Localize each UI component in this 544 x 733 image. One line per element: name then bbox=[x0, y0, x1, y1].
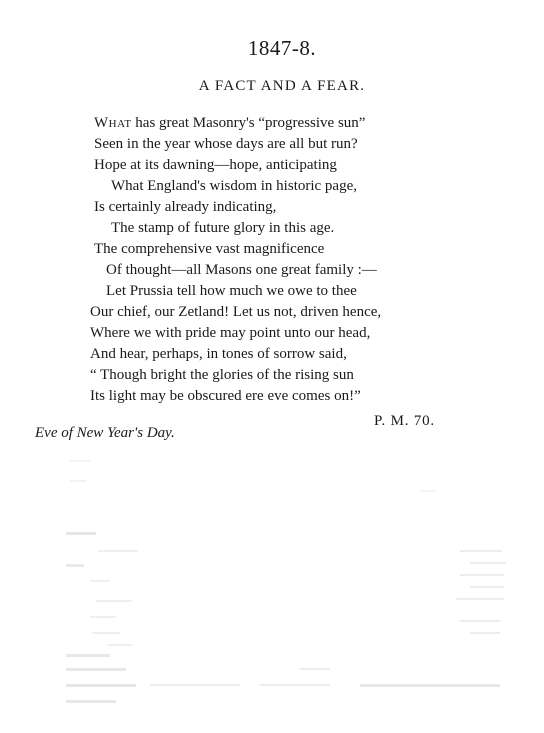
poem-line-14: Its light may be obscured ere eve comes on!” bbox=[90, 388, 361, 404]
poem-line-5: Is certainly already indicating, bbox=[94, 199, 277, 215]
poem-line-13: “ Though bright the glories of the rising sun bbox=[90, 367, 354, 383]
poem-line-4: What England's wisdom in historic page, bbox=[111, 178, 357, 194]
poem-line-6: The stamp of future glory in this age. bbox=[111, 220, 335, 236]
poem-title: A FACT AND A FEAR. bbox=[198, 78, 366, 94]
poem-line-11: Where we with pride may point unto our head, bbox=[90, 325, 371, 341]
poem-line-8: Of thought—all Masons one great family :— bbox=[106, 262, 377, 278]
poem-line-3: Hope at its dawning—hope, anticipating bbox=[94, 157, 337, 173]
dateline: Eve of New Year's Day. bbox=[35, 425, 175, 441]
poem-line-10: Our chief, our Zetland! Let us not, driven hence, bbox=[90, 304, 382, 320]
signature: P. M. 70. bbox=[374, 413, 435, 429]
poem-line-1 bbox=[94, 114, 365, 132]
poem-line-1-text: has great Masonry's “progressive sun” bbox=[131, 115, 366, 131]
poem-line-9: Let Prussia tell how much we owe to thee bbox=[106, 283, 357, 299]
poem-line-12: And hear, perhaps, in tones of sorrow said, bbox=[90, 346, 347, 362]
page-header-year: 1847-8. bbox=[247, 36, 317, 60]
poem-line-7: The comprehensive vast magnificence bbox=[94, 241, 325, 257]
poem-line-2: Seen in the year whose days are all but run? bbox=[94, 136, 358, 152]
poem-first-word: What bbox=[94, 115, 132, 131]
bleed-through-texture bbox=[0, 440, 544, 733]
